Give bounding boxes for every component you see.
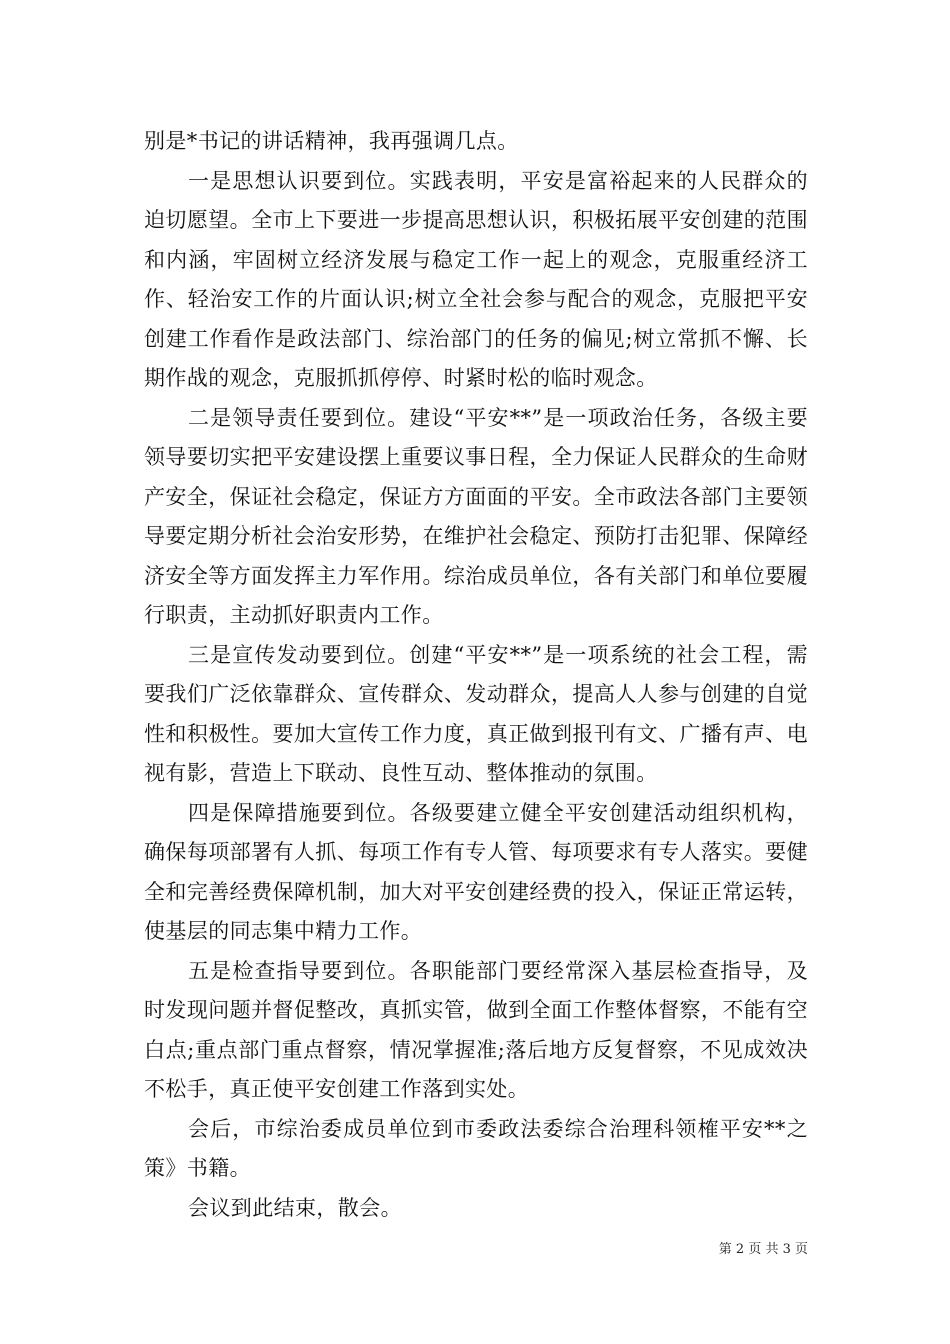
page-number-footer: 第 2 页 共 3 页 [718,1242,808,1257]
paragraph-point-five: 五是检查指导要到位。各职能部门要经常深入基层检查指导，及时发现问题并督促整改，真抓实管，做到全面工作整体督察，不能有空白点;重点部门重点督察，情况掌握准;落后地方反复督察，不见成效决不松手，真正使平安创建工作落到实处。 [144,958,808,1101]
paragraph-point-three: 三是宣传发动要到位。创建“平安**”是一项系统的社会工程，需要我们广泛依靠群众、宣传群众、发动群众，提高人人参与创建的自觉性和积极性。要加大宣传工作力度，真正做到报刊有文、广播有声、电视有影，营造上下联动、良性互动、整体推动的氛围。 [144,642,808,785]
paragraph-after-meeting: 会后，市综治委成员单位到市委政法委综合治理科领榷平安**之策》书籍。 [144,1116,808,1180]
body-text [144,122,808,1228]
paragraph-continuation: 别是*书记的讲话精神，我再强调几点。 [144,129,519,153]
paragraph-point-one: 一是思想认识要到位。实践表明，平安是富裕起来的人民群众的迫切愿望。全市上下要进一步提高思想认识，积极拓展平安创建的范围和内涵，牢固树立经济发展与稳定工作一起上的观念，克服重经济工作、轻治安工作的片面认识;树立全社会参与配合的观念，克服把平安创建工作看作是政法部门、综治部门的任务的偏见;树立常抓不懈、长期作战的观念，克服抓抓停停、时紧时松的临时观念。 [144,168,808,390]
paragraph-closing: 会议到此结束，散会。 [188,1195,402,1220]
paragraph-point-four: 四是保障措施要到位。各级要建立健全平安创建活动组织机构，确保每项部署有人抓、每项工作有专人管、每项要求有专人落实。要健全和完善经费保障机制，加大对平安创建经费的投入，保证正常运转，使基层的同志集中精力工作。 [144,800,808,943]
paragraph-point-two: 二是领导责任要到位。建设“平安**”是一项政治任务，各级主要领导要切实把平安建设摆上重要议事日程，全力保证人民群众的生命财产安全，保证社会稳定，保证方方面面的平安。全市政法各部门主要领导要定期分析社会治安形势，在维护社会稳定、预防打击犯罪、保障经济安全等方面发挥主力军作用。综治成员单位，各有关部门和单位要履行职责，主动抓好职责内工作。 [144,405,808,627]
